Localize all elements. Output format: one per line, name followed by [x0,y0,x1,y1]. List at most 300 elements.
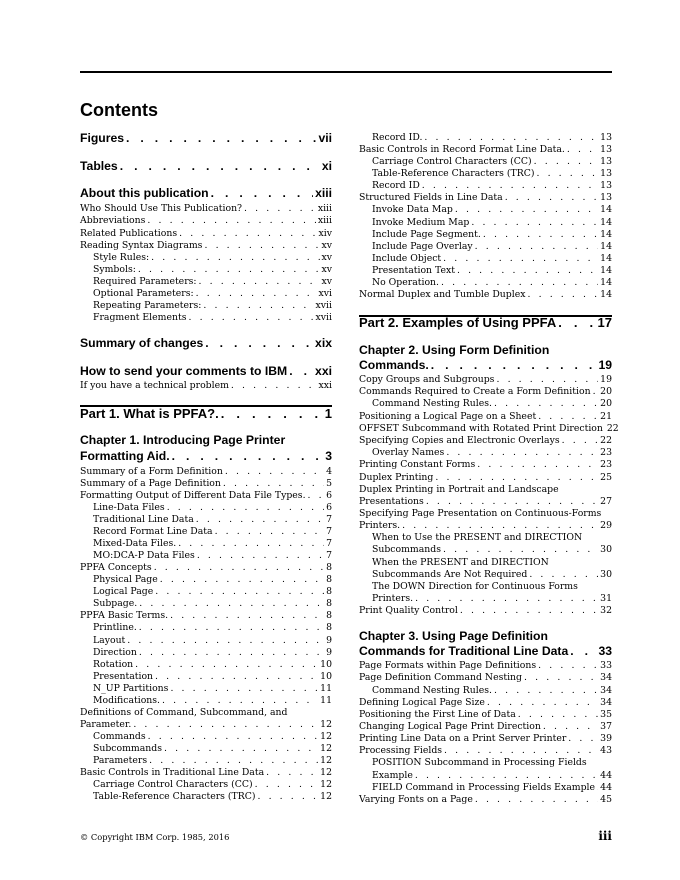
dot-leader [538,411,598,424]
toc-entry[interactable] [359,672,612,685]
toc-entry-title: Mixed-Data Files. [93,538,177,549]
toc-page-number: 8 [326,562,332,573]
toc-entry[interactable] [359,605,612,618]
toc-entry[interactable] [80,478,332,491]
toc-entry-title: Printers. [372,593,414,604]
toc-entry[interactable] [372,447,612,460]
dot-leader [441,277,598,290]
toc-entry[interactable] [359,520,612,533]
dot-leader [471,217,598,230]
toc-page-number: 11 [320,683,332,694]
toc-entry[interactable] [93,671,332,684]
toc-page-number: 7 [326,550,332,561]
toc-page-number: xv [321,276,332,287]
toc-entry-line: POSITION Subcommand in Processing Fields [372,757,587,768]
toc-entry[interactable] [93,300,332,313]
toc-entry-title: FIELD Command in Processing Fields Example [372,782,595,793]
toc-page-number: 44 [600,770,612,781]
toc-entry[interactable] [93,502,332,515]
toc-entry[interactable] [372,180,612,193]
toc-entry[interactable] [80,466,332,479]
toc-entry[interactable] [93,550,332,563]
toc-entry-title: Carriage Control Characters (CC) [372,156,532,167]
toc-chapter-title[interactable]: Chapter 2. Using Form Definition [359,343,550,357]
toc-entry-title: Subcommands [372,544,441,555]
toc-entry-title: Duplex Printing [359,472,434,483]
dot-leader [162,695,318,708]
dot-leader [422,180,598,193]
toc-entry[interactable] [93,538,332,551]
toc-page-number: 30 [600,544,612,555]
toc-entry-title: Logical Page [93,586,154,597]
toc-entry[interactable] [372,156,612,169]
toc-entry-title: Command Nesting Rules. [372,685,492,696]
toc-page-number: 12 [320,731,332,742]
toc-entry[interactable] [80,380,332,393]
toc-page-number: 19 [600,374,612,385]
toc-heading[interactable] [80,335,332,351]
toc-entry[interactable] [93,312,332,325]
toc-entry[interactable] [93,526,332,539]
dot-leader [138,264,320,277]
toc-entry-title: Subcommands Are Not Required [372,569,528,580]
dot-leader [567,144,598,157]
dot-leader [431,357,597,373]
toc-entry[interactable] [80,719,332,732]
toc-part[interactable] [359,314,612,331]
toc-page-number: 7 [326,538,332,549]
dot-leader [496,374,598,387]
toc-entry-title: Formatting Aid. [80,449,170,463]
toc-page-number: xv [321,264,332,275]
toc-entry-title: OFFSET Subcommand with Rotated Print Direction [359,423,603,434]
toc-entry-title: Positioning the First Line of Data [359,709,516,720]
toc-entry-title: Traditional Line Data [93,514,194,525]
dot-leader [562,435,599,448]
toc-entry-title: Rotation [93,659,134,670]
toc-entry-title: Include Object [372,253,442,264]
toc-entry[interactable] [359,745,612,758]
toc-entry-title: Normal Duplex and Tumble Duplex [359,289,526,300]
dot-leader [164,743,318,756]
toc-entry[interactable] [359,374,612,387]
toc-entry[interactable] [80,610,332,623]
dot-leader [139,622,324,635]
toc-entry-title: Part 1. What is PPFA?. [80,406,219,421]
toc-entry[interactable] [372,168,612,181]
toc-entry[interactable] [359,472,612,485]
toc-entry[interactable] [93,635,332,648]
dot-leader [151,252,319,265]
toc-entry[interactable] [372,132,612,145]
toc-entry-title: Part 2. Examples of Using PPFA [359,315,557,330]
toc-entry-title: Direction [93,647,137,658]
toc-entry[interactable] [359,697,612,710]
dot-leader [308,490,325,503]
dot-leader [487,697,598,710]
toc-entry[interactable] [359,709,612,722]
toc-entry[interactable] [93,288,332,301]
toc-page-number: 8 [326,598,332,609]
toc-entry[interactable] [93,695,332,708]
dot-leader [494,685,598,698]
toc-page-number: 25 [600,472,612,483]
toc-entry[interactable] [93,731,332,744]
toc-entry-title: Figures [80,131,125,145]
toc-page-number: 12 [320,779,332,790]
toc-entry[interactable] [359,496,612,509]
toc-page-number: 12 [320,743,332,754]
toc-entry[interactable] [359,794,612,807]
toc-entry[interactable] [93,252,332,265]
toc-page-number: 39 [600,733,612,744]
toc-entry[interactable] [80,240,332,253]
toc-page-number: xxi [318,380,332,391]
toc-page-number: 14 [600,253,612,264]
toc-entry[interactable] [93,647,332,660]
toc-page-number: xiv [318,228,332,239]
toc-page-number: xxi [315,364,332,378]
toc-part[interactable] [80,405,332,422]
toc-entry[interactable] [93,791,332,804]
toc-entry-line: The DOWN Direction for Continuous Forms [372,581,578,592]
toc-entry-title: Modifications. [93,695,161,706]
toc-entry[interactable] [372,398,612,411]
toc-entry-line: Specifying Page Presentation on Continuous-Forms [359,508,602,519]
toc-page-number: 14 [600,217,612,228]
toc-page-number: 35 [600,709,612,720]
toc-entry[interactable] [359,459,612,472]
toc-entry[interactable] [359,435,612,448]
toc-entry-title: Print Quality Control [359,605,458,616]
toc-entry[interactable] [93,683,332,696]
toc-entry[interactable] [93,755,332,768]
toc-entry-title: Commands for Traditional Line Data [359,644,569,658]
toc-entry-title: Invoke Medium Map [372,217,470,228]
dot-leader [538,660,598,673]
dot-leader [178,538,324,551]
toc-page-number: 34 [600,697,612,708]
toc-page-number: 20 [600,398,612,409]
toc-page-number: 11 [320,695,332,706]
toc-page-number: 31 [600,593,612,604]
dot-leader [139,647,324,660]
toc-entry[interactable] [93,598,332,611]
toc-page-number: 14 [600,204,612,215]
toc-entry-title: Carriage Control Characters (CC) [93,779,253,790]
toc-entry[interactable] [372,569,612,582]
dot-leader [215,526,325,539]
toc-entry-title: Summary of a Form Definition [80,466,223,477]
toc-page-number: 14 [600,241,612,252]
dot-leader [199,276,320,289]
dot-leader [147,215,315,228]
toc-page-number: 32 [600,605,612,616]
toc-page-number: 22 [600,435,612,446]
dot-leader [155,671,318,684]
toc-entry-title: Example [372,770,413,781]
toc-entry-title: Copy Groups and Subgroups [359,374,495,385]
dot-leader [154,562,324,575]
toc-entry[interactable] [80,215,332,228]
dot-leader [460,605,598,618]
toc-page-number: 33 [598,644,612,658]
dot-leader [570,643,596,659]
toc-entry[interactable] [372,241,612,254]
toc-page-number: xiii [315,186,332,200]
toc-page-number: 43 [600,745,612,756]
toc-entry-title: About this publication [80,186,209,200]
toc-page-number: 8 [326,622,332,633]
dot-leader [197,550,324,563]
toc-entry[interactable] [372,229,612,242]
toc-entry-title: No Operation. [372,277,439,288]
toc-entry[interactable] [80,228,332,241]
toc-entry[interactable] [80,767,332,780]
dot-leader [257,791,318,804]
toc-entry-title: Reading Syntax Diagrams [80,240,203,251]
toc-entry-title: If you have a technical problem [80,380,229,391]
toc-page-number: xix [315,336,332,350]
toc-entry-title: Line-Data Files [93,502,165,513]
dot-leader [527,289,598,302]
toc-chapter-title[interactable]: Chapter 3. Using Page Definition [359,629,548,643]
toc-entry[interactable] [359,411,612,424]
toc-entry[interactable] [359,733,612,746]
toc-entry-title: Varying Fonts on a Page [359,794,473,805]
toc-page-number: 13 [600,180,612,191]
dot-leader [529,569,598,582]
toc-heading[interactable] [80,363,332,379]
toc-entry-title: Parameters [93,755,148,766]
toc-entry[interactable] [359,192,612,205]
dot-leader [223,478,324,491]
toc-entry-title: Subpage. [93,598,138,609]
toc-page-number: xv [321,240,332,251]
toc-page-number: 13 [600,168,612,179]
dot-leader [179,228,316,241]
dot-leader [196,288,317,301]
dot-leader [188,312,313,325]
toc-page-number: 44 [600,782,612,793]
toc-entry[interactable] [359,721,612,734]
toc-entry-title: Commands. [359,358,429,372]
toc-page-number: 23 [600,459,612,470]
toc-entry-title: Fragment Elements [93,312,187,323]
toc-entry-title: Changing Logical Page Print Direction [359,721,541,732]
toc-entry[interactable] [93,743,332,756]
dot-leader [133,719,318,732]
dot-leader [446,447,598,460]
dot-leader [558,314,595,331]
dot-leader [139,598,324,611]
dot-leader [568,733,598,746]
toc-page-number: 12 [320,791,332,802]
toc-entry[interactable] [372,593,612,606]
toc-entry[interactable] [93,779,332,792]
toc-entry[interactable] [372,204,612,217]
toc-entry[interactable] [372,685,612,698]
dot-leader [204,240,319,253]
toc-heading[interactable] [80,158,332,174]
toc-entry[interactable] [93,586,332,599]
toc-entry-title: Formatting Output of Different Data File Types. [80,490,306,501]
toc-chapter-title[interactable]: Chapter 1. Introducing Page Printer [80,433,286,447]
toc-entry-title: Subcommands [93,743,162,754]
toc-page-number: 12 [320,755,332,766]
toc-entry[interactable] [93,264,332,277]
toc-entry[interactable] [359,660,612,673]
toc-page-number: 45 [600,794,612,805]
toc-entry-title: Tables [80,159,118,173]
dot-leader [255,779,319,792]
toc-page-number: 13 [600,144,612,155]
dot-leader [170,683,318,696]
toc-entry-title: Record ID. [372,132,423,143]
dot-leader [543,721,598,734]
toc-entry-title: Optional Parameters: [93,288,194,299]
dot-leader [415,593,598,606]
toc-entry-title: Presentation Text [372,265,455,276]
dot-leader [196,514,324,527]
toc-page-number: 21 [600,411,612,422]
toc-entry[interactable] [372,782,612,795]
dot-leader [505,192,598,205]
toc-entry-title: Command Nesting Rules. [372,398,492,409]
dot-leader [127,635,324,648]
toc-page-number: xv [321,252,332,263]
toc-page-number: xiii [317,203,332,214]
toc-entry[interactable] [93,659,332,672]
toc-page-number: xvi [318,288,332,299]
dot-leader [443,544,598,557]
toc-page-number: 10 [320,659,332,670]
toc-entry-title: Commands Required to Create a Form Definition [359,386,591,397]
toc-entry[interactable] [80,562,332,575]
toc-entry-title: Specifying Copies and Electronic Overlays [359,435,560,446]
toc-page-number: 14 [600,289,612,300]
dot-leader [593,386,599,399]
page-number: iii [598,829,612,843]
toc-entry-title: Basic Controls in Traditional Line Data [80,767,265,778]
toc-page-number: vii [318,131,332,145]
toc-entry-title: Invoke Data Map [372,204,453,215]
toc-entry[interactable] [372,544,612,557]
toc-page-number: 20 [600,386,612,397]
toc-entry-title: Record Format Line Data [93,526,213,537]
toc-page-number: 5 [326,478,332,489]
dot-leader [135,659,318,672]
toc-entry-title: Presentations [359,496,424,507]
toc-entry-title: Summary of a Page Definition [80,478,221,489]
toc-heading[interactable] [80,185,332,201]
toc-entry-title: Parameter. [80,719,132,730]
dot-leader [205,335,313,351]
top-rule [80,71,612,73]
toc-entry-title: Table-Reference Characters (TRC) [93,791,256,802]
toc-entry-title: Summary of changes [80,336,204,350]
toc-entry-title: Physical Page [93,574,158,585]
dot-leader [225,466,324,479]
toc-entry[interactable] [359,423,619,436]
toc-heading[interactable] [359,643,612,659]
toc-entry[interactable] [93,514,332,527]
toc-entry[interactable] [372,770,612,783]
dot-leader [483,229,598,242]
dot-leader [172,448,324,464]
dot-leader [524,672,598,685]
toc-entry[interactable] [80,490,332,503]
toc-entry-title: Include Page Segment. [372,229,481,240]
toc-page-number: 6 [326,502,332,513]
toc-entry-title: Presentation [93,671,154,682]
toc-entry[interactable] [372,217,612,230]
dot-leader [457,265,598,278]
toc-entry[interactable] [93,574,332,587]
dot-leader [148,731,319,744]
dot-leader [211,185,313,201]
dot-leader [477,459,598,472]
toc-entry[interactable] [359,386,612,399]
toc-entry-title: Table-Reference Characters (TRC) [372,168,535,179]
toc-entry[interactable] [372,265,612,278]
toc-entry-title: Structured Fields in Line Data [359,192,503,203]
toc-entry-title: How to send your comments to IBM [80,364,288,378]
toc-entry[interactable] [93,276,332,289]
toc-heading[interactable] [359,357,612,373]
toc-entry[interactable] [93,622,332,635]
toc-entry-title: Overlay Names [372,447,445,458]
toc-entry[interactable] [372,253,612,266]
toc-entry-title: Page Definition Command Nesting [359,672,522,683]
toc-entry-title: PPFA Basic Terms. [80,610,169,621]
toc-entry-title: Defining Logical Page Size [359,697,485,708]
toc-entry[interactable] [372,277,612,290]
toc-entry-title: Layout [93,635,126,646]
toc-page-number: 33 [600,660,612,671]
toc-entry-title: MO:DCA-P Data Files [93,550,195,561]
dot-leader [597,782,598,795]
toc-entry[interactable] [359,144,612,157]
dot-leader [475,241,599,254]
copyright-footer: © Copyright IBM Corp. 1985, 2016 [80,832,230,842]
toc-page-number: xvii [315,300,332,311]
toc-page-number: 23 [600,447,612,458]
toc-heading[interactable] [80,448,332,464]
toc-page-number: 9 [326,635,332,646]
toc-entry[interactable] [359,289,612,302]
dot-leader [155,586,324,599]
toc-page-number: 34 [600,685,612,696]
toc-entry-title: Page Formats within Page Definitions [359,660,537,671]
toc-entry[interactable] [80,203,332,216]
toc-page-number: 12 [320,767,332,778]
toc-entry-line: When the PRESENT and DIRECTION [372,557,549,568]
toc-entry-title: Printing Constant Forms [359,459,476,470]
toc-page-number: 6 [326,490,332,501]
toc-entry-title: Printline. [93,622,137,633]
dot-leader [231,380,317,393]
toc-page-number: 17 [597,315,612,330]
toc-entry-title: Processing Fields [359,745,443,756]
dot-leader [518,709,598,722]
dot-leader [475,794,598,807]
toc-entry-title: Printers. [359,520,401,531]
toc-heading[interactable] [80,130,332,146]
toc-page-number: xiii [317,215,332,226]
dot-leader [444,745,598,758]
dot-leader [244,203,316,216]
